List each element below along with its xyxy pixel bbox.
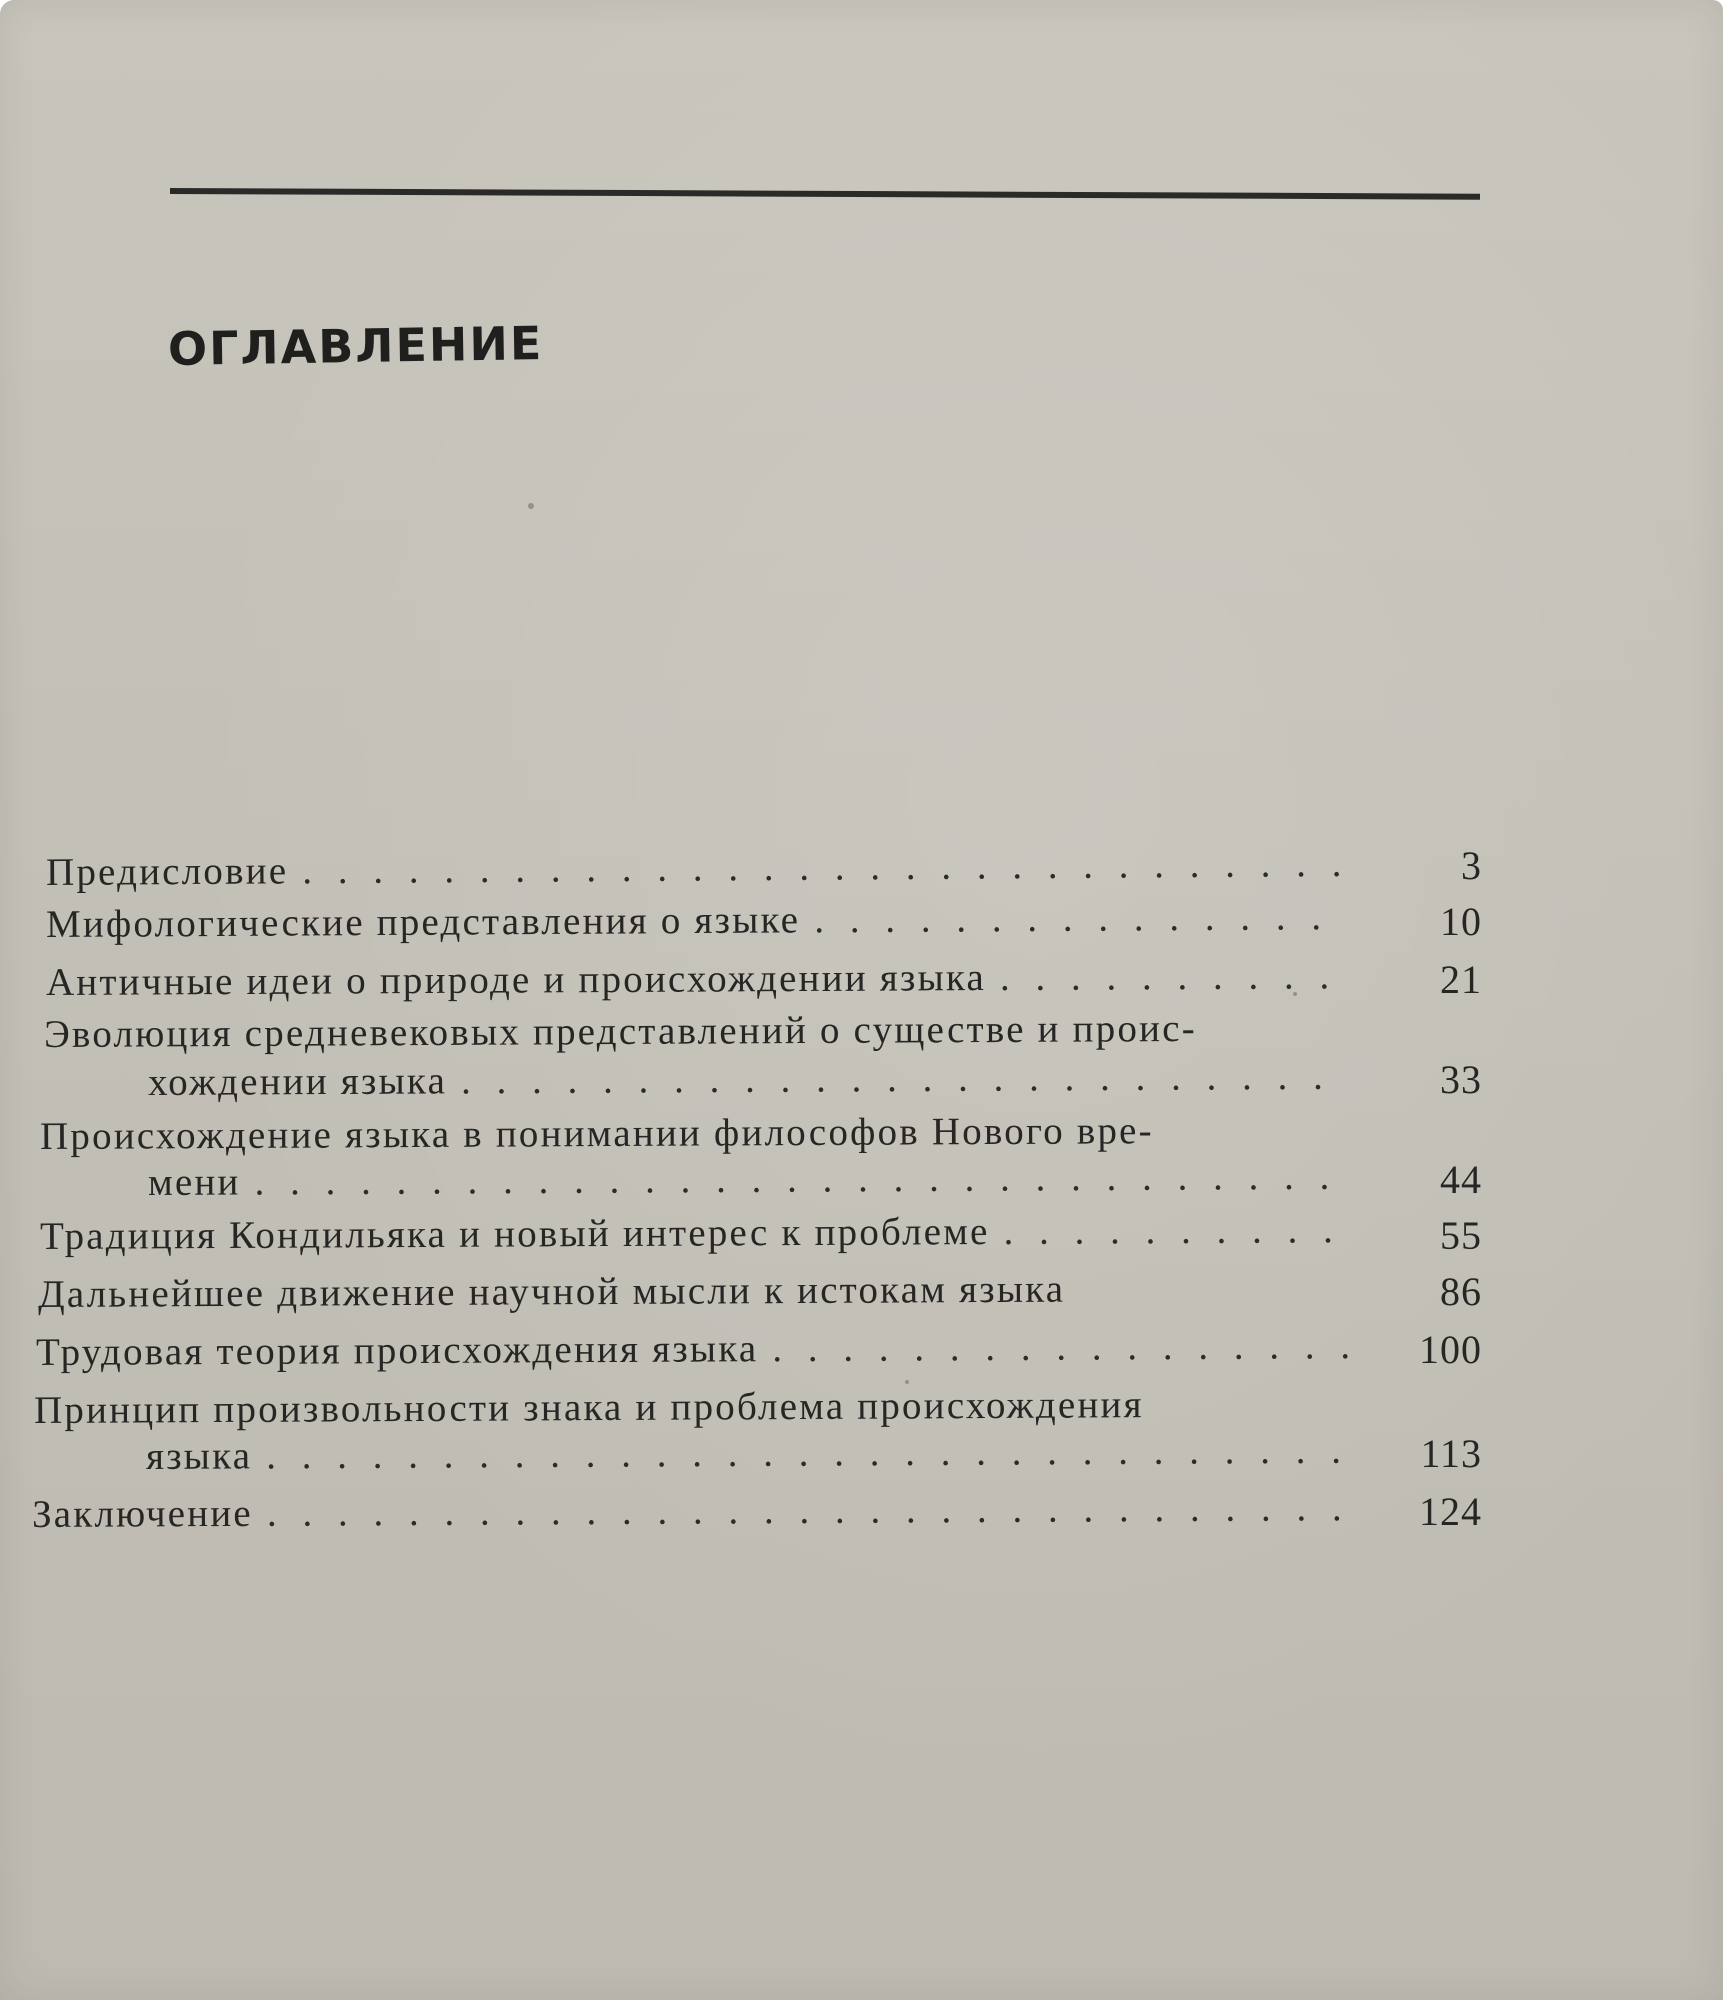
toc-entry-page: 44 (1440, 1157, 1482, 1202)
leader-dots (266, 1428, 1350, 1479)
toc-entry-antique (46, 953, 1352, 1005)
toc-entry-page: 55 (1440, 1213, 1482, 1258)
toc-entry-title: Эволюция средневековых представлений о существе и проис- (43, 1006, 1197, 1056)
toc-entry-mythological (46, 894, 1326, 947)
leader-dots (267, 1485, 1348, 1536)
toc-entry-condillac (40, 1207, 1350, 1259)
toc-entry-preface (46, 841, 1352, 895)
toc-entry-page: 3 (1461, 843, 1482, 888)
toc-entry-further-movement (38, 1265, 1358, 1317)
toc-entry-modern-philosophers-cont (148, 1154, 1350, 1205)
toc-entry-medieval-cont (148, 1054, 1350, 1105)
toc-entry-title: Предисловие (45, 849, 289, 894)
toc-entry-page: 100 (1419, 1327, 1482, 1372)
toc-entry-title: Принцип произвольности знака и проблема происхождения (33, 1383, 1144, 1432)
toc-entry-page: 86 (1440, 1269, 1482, 1314)
toc-entry-page: 21 (1440, 957, 1482, 1002)
toc-entry-title-cont: мени (147, 1160, 241, 1204)
toc-entry-medieval (44, 1005, 1364, 1057)
toc-entry-page: 10 (1440, 899, 1482, 944)
leader-dots (772, 1323, 1350, 1371)
toc-entry-arbitrariness-cont (146, 1428, 1350, 1479)
toc-entry-page: 33 (1440, 1057, 1482, 1102)
leader-dots (1003, 1207, 1350, 1254)
toc-entry-labour-theory (36, 1323, 1350, 1375)
toc-entry-title: Традиция Кондильяка и новый интерес к проблеме (39, 1210, 990, 1258)
toc-entry-title: Происхождение языка в понимании философов Нового вре- (39, 1109, 1154, 1158)
toc-entry-page: 124 (1419, 1489, 1482, 1534)
toc-entry-title: Мифологические представления о языке (45, 898, 801, 946)
leader-dots (814, 894, 1326, 942)
toc-entry-page: 113 (1420, 1431, 1482, 1476)
toc-entry-title: Античные идеи о природе и происхождении языка (45, 956, 987, 1004)
toc-heading: ОГЛАВЛЕНИЕ (167, 316, 544, 376)
toc-entry-title: Дальнейшее движение научной мысли к истокам языка (37, 1267, 1066, 1316)
toc-entry-title: Трудовая теория происхождения языка (35, 1327, 759, 1374)
toc-entry-arbitrariness (34, 1381, 1354, 1433)
toc-entry-modern-philosophers (40, 1107, 1360, 1159)
leader-dots (302, 841, 1352, 893)
leader-dots (254, 1154, 1350, 1205)
toc-entry-title-cont: хождении языка (147, 1059, 448, 1104)
toc-entry-conclusion (32, 1485, 1348, 1537)
leader-dots (1000, 953, 1352, 1000)
leader-dots (461, 1054, 1350, 1104)
toc-entry-title: Заключение (31, 1491, 254, 1536)
toc-entry-title-cont: языка (145, 1434, 253, 1478)
